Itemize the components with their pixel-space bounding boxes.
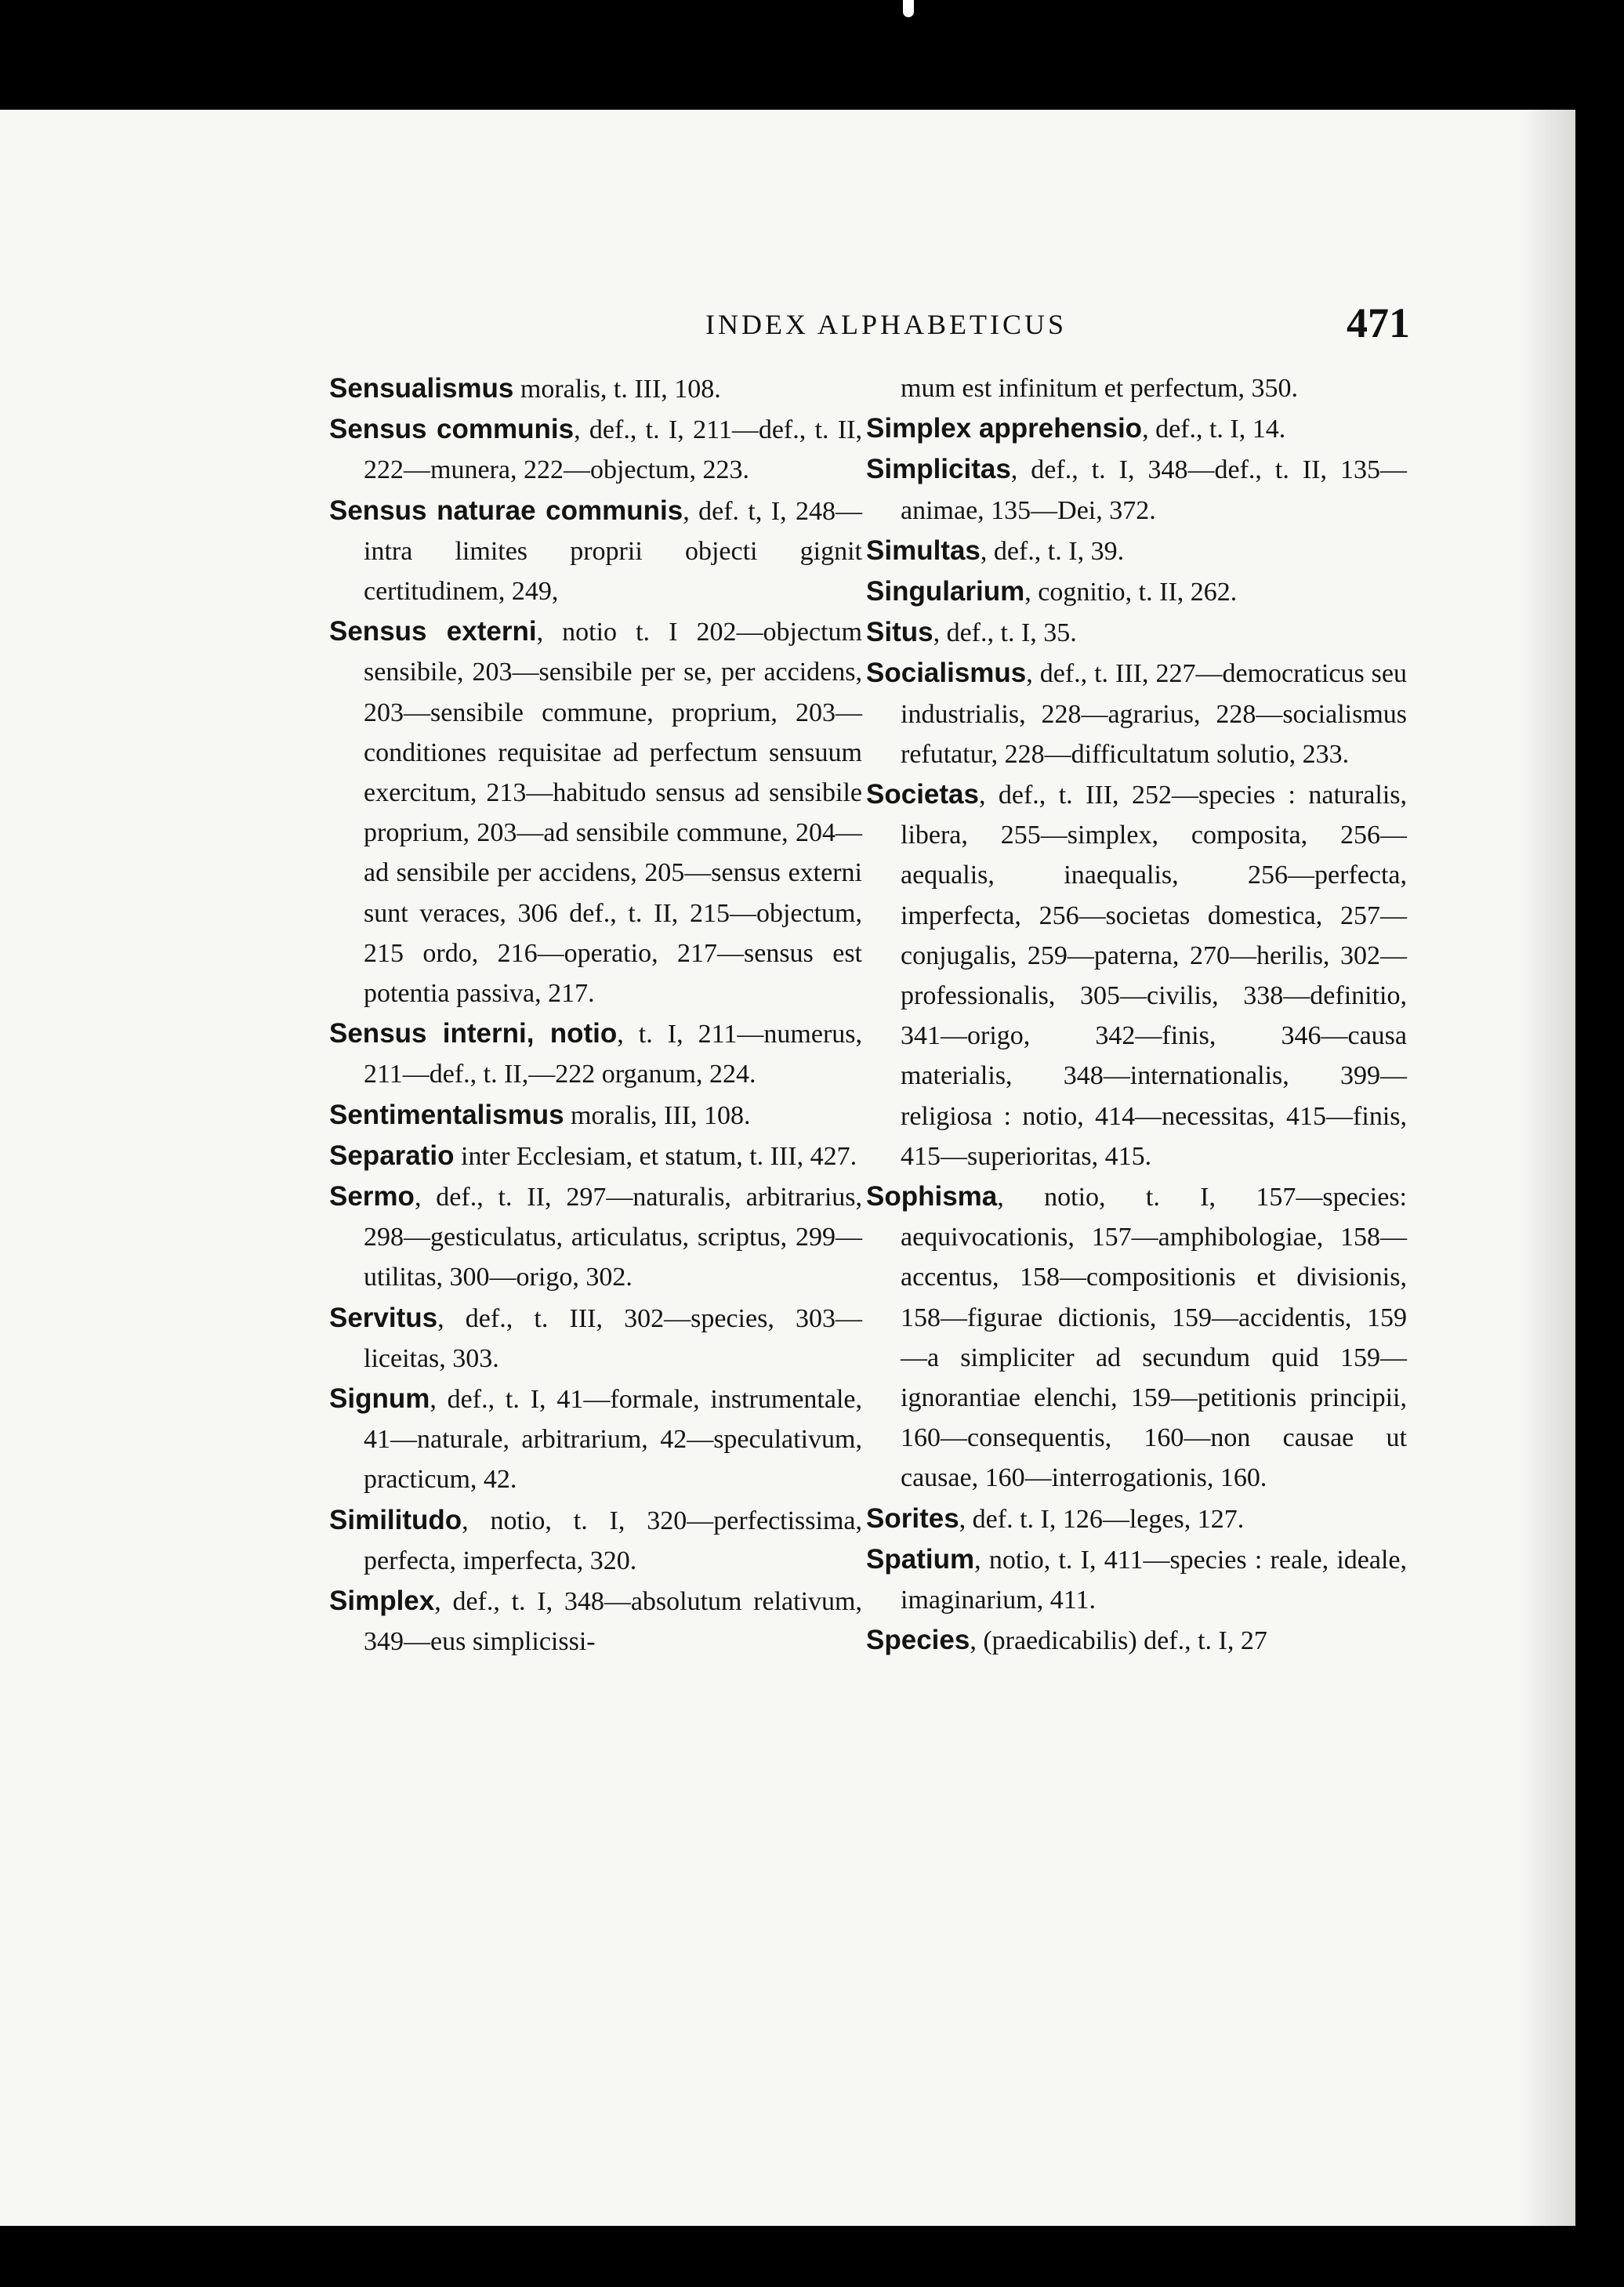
entry-heading: Signum bbox=[329, 1383, 430, 1415]
entry-text: , notio, t. I, 411—species : reale, ideale, imaginarium, 411. bbox=[901, 1545, 1407, 1615]
entry-heading: Simplex bbox=[329, 1586, 435, 1617]
entry-text: , def., t. I, 41—formale, instrumentale, 41—naturale, arbitrarium, 42—speculativum, practicum, 42. bbox=[364, 1385, 862, 1495]
index-entry bbox=[866, 408, 1407, 449]
entry-text: inter Ecclesiam, et statum, t. III, 427. bbox=[454, 1141, 857, 1171]
entry-text: , def., t. I, 348—absolutum relativum, 349—eus simplicissi- bbox=[364, 1587, 862, 1657]
entry-text: moralis, t. III, 108. bbox=[513, 375, 721, 404]
index-entry-continuation bbox=[866, 368, 1407, 408]
entry-heading: Situs bbox=[866, 617, 933, 648]
index-entry bbox=[329, 1581, 862, 1662]
entry-text: , def. t, I, 248—intra limites proprii objecti gignit certitudinem, 249, bbox=[364, 496, 862, 607]
page-number: 471 bbox=[1347, 299, 1410, 346]
index-entry bbox=[866, 571, 1407, 612]
index-entry bbox=[329, 1013, 862, 1094]
entry-heading: Sensus naturae communis bbox=[329, 495, 683, 526]
index-entry bbox=[866, 612, 1407, 653]
index-entry bbox=[329, 1500, 862, 1581]
entry-text: moralis, III, 108. bbox=[564, 1100, 751, 1130]
index-entry bbox=[329, 368, 862, 409]
entry-text: mum est infinitum et perfectum, 350. bbox=[901, 374, 1299, 403]
entry-heading: Sophisma bbox=[866, 1181, 998, 1212]
entry-text: , def., t. II, 297—naturalis, arbitrarius, 298—gesticulatus, articulatus, scriptus, 299—utilitas, 300—origo, 302. bbox=[364, 1183, 862, 1292]
entry-heading: Socialismus bbox=[866, 658, 1027, 689]
index-entry bbox=[866, 1499, 1407, 1539]
entry-heading: Societas bbox=[866, 779, 979, 810]
entry-heading: Singularium bbox=[866, 576, 1025, 607]
index-entry bbox=[866, 1620, 1407, 1661]
index-column-right bbox=[866, 368, 1407, 1662]
entry-text: , def., t. III, 227—democraticus seu industrialis, 228—agrarius, 228—socialismus refutatur, 228—difficultatum solutio, 233. bbox=[901, 659, 1407, 769]
entry-text: , def., t. I, 211—def., t. II, 222—munera, 222—objectum, 223. bbox=[364, 415, 862, 485]
index-entry bbox=[866, 1539, 1407, 1620]
entry-heading: Spatium bbox=[866, 1543, 975, 1575]
entry-heading: Sensus externi bbox=[329, 616, 537, 647]
entry-heading: Simplicitas bbox=[866, 454, 1011, 485]
entry-heading: Sensualismus bbox=[329, 373, 514, 404]
entry-text: , (praedicabilis) def., t. I, 27 bbox=[970, 1626, 1267, 1656]
index-entry bbox=[329, 491, 862, 612]
entry-heading: Sermo bbox=[329, 1181, 415, 1212]
page-header bbox=[0, 299, 1575, 361]
entry-text: , notio t. I 202—objectum sensibile, 203—sensibile per se, per accidens, 203—sensibile commune, proprium, 203—conditiones requisitae ad perfectum sensuum exercitum, 213—habitudo sensus ad sensibile proprium, 203—ad sensibile commune, 204—ad sensibile per accidens, 205—sensus externi sunt veraces, 306 def., t. II, 215—objectum, 215 ordo, 216—operatio, 217—sensus est potentia passiva, 217. bbox=[364, 618, 862, 1009]
entry-heading: Sensus interni, notio bbox=[329, 1018, 618, 1049]
index-entry bbox=[866, 774, 1407, 1176]
index-entry bbox=[329, 1379, 862, 1500]
entry-text: , cognitio, t. II, 262. bbox=[1024, 578, 1238, 607]
entry-heading: Sorites bbox=[866, 1502, 959, 1534]
entry-heading: Similitudo bbox=[329, 1504, 462, 1535]
entry-text: , notio, t. I, 157—species: aequivocationis, 157—amphibologiae, 158—accentus, 158—compositionis et divisionis, 158—figurae dictionis, 159—accidentis, 159—a simpliciter ad secundum quid 159—ignorantiae elenchi, 159—petitionis principii, 160—consequentis, 160—non causae ut causae, 160—interrogationis, 160. bbox=[901, 1183, 1407, 1493]
running-title: INDEX ALPHABETICUS bbox=[705, 309, 1068, 340]
entry-text: , notio, t. I, 320—perfectissima, perfecta, imperfecta, 320. bbox=[364, 1506, 862, 1575]
entry-text: , t. I, 211—numerus, 211—def., t. II,—222 organum, 224. bbox=[364, 1020, 862, 1089]
entry-heading: Simultas bbox=[866, 535, 981, 566]
page-edge-shadow bbox=[1521, 110, 1575, 2226]
entry-heading: Species bbox=[866, 1625, 970, 1656]
index-entry bbox=[329, 1176, 862, 1298]
index-entry bbox=[329, 611, 862, 1013]
index-entry bbox=[866, 1176, 1407, 1499]
index-column-left bbox=[329, 368, 862, 1662]
entry-text: , def., t. I, 39. bbox=[980, 536, 1125, 566]
entry-text: , def., t. III, 302—species, 303—liceitas, 303. bbox=[364, 1303, 862, 1373]
index-entry bbox=[866, 449, 1407, 530]
index-entry bbox=[866, 531, 1407, 571]
entry-heading: Sentimentalismus bbox=[329, 1099, 564, 1130]
entry-heading: Simplex apprehensio bbox=[866, 413, 1143, 444]
entry-heading: Separatio bbox=[329, 1140, 455, 1171]
entry-heading: Sensus communis bbox=[329, 414, 575, 445]
entry-text: , def., t. I, 35. bbox=[933, 618, 1077, 648]
index-entry bbox=[329, 1136, 862, 1176]
index-entry bbox=[329, 1095, 862, 1136]
scan-artifact-mark bbox=[903, 0, 914, 17]
entry-text: , def., t. I, 348—def., t. II, 135—animae, 135—Dei, 372. bbox=[901, 455, 1407, 525]
entry-text: , def. t. I, 126—leges, 127. bbox=[959, 1504, 1245, 1534]
entry-text: , def., t. III, 252—species : naturalis, libera, 255—simplex, composita, 256—aequalis, inaequalis, 256—perfecta, imperfecta, 256—societas domestica, 257—conjugalis, 259—paterna, 270—herilis, 302—professionalis, 305—civilis, 338—definitio, 341—origo, 342—finis, 346—causa materialis, 348—internationalis, 399—religiosa : notio, 414—necessitas, 415—finis, 415—superioritas, 415. bbox=[901, 781, 1407, 1171]
entry-heading: Servitus bbox=[329, 1302, 438, 1333]
index-entry bbox=[329, 409, 862, 490]
index-entry bbox=[866, 653, 1407, 774]
index-entry bbox=[329, 1298, 862, 1379]
entry-text: , def., t. I, 14. bbox=[1142, 415, 1286, 444]
